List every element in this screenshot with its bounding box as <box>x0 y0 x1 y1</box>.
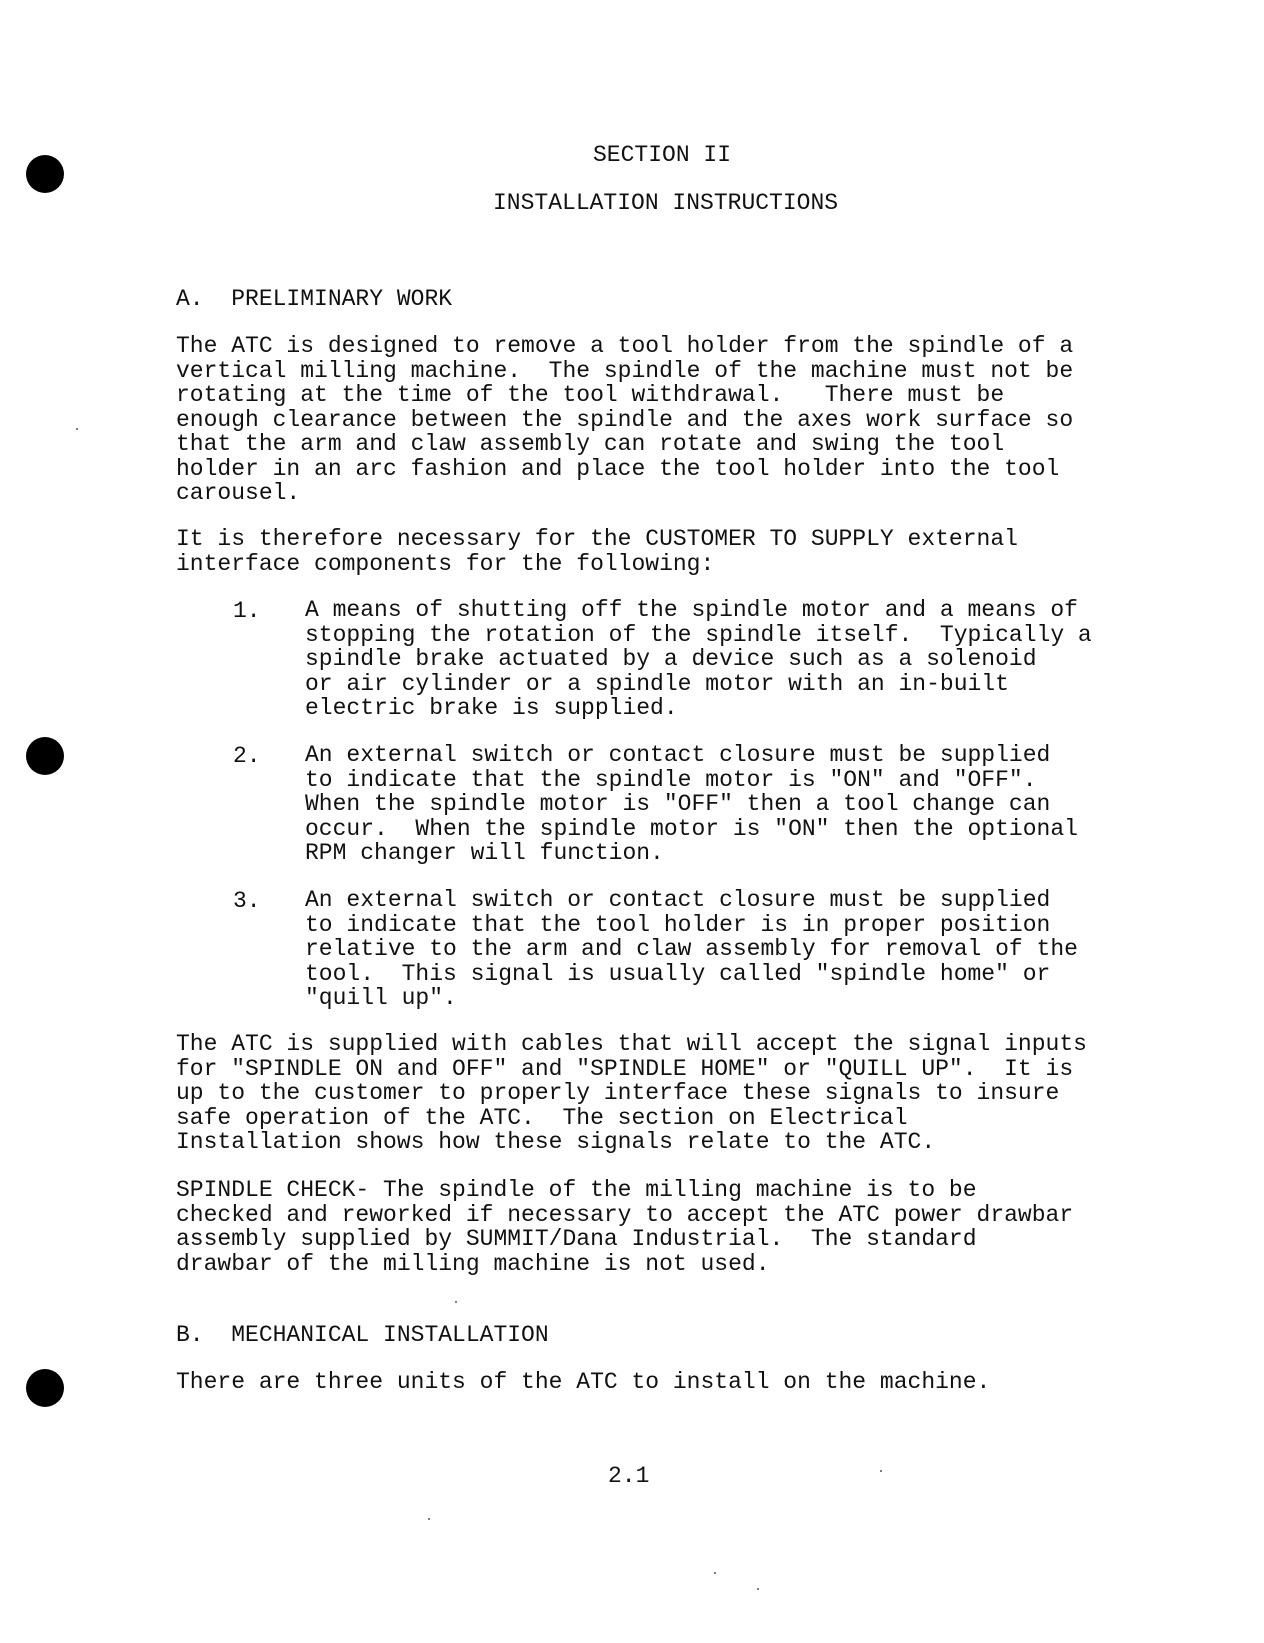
part-b-paragraph-1: There are three units of the ATC to install on the machine. <box>176 1369 991 1395</box>
scan-speck <box>455 1301 457 1303</box>
section-subtitle: INSTALLATION INSTRUCTIONS <box>493 190 839 216</box>
scan-speck <box>428 1518 430 1520</box>
part-a-heading: A. PRELIMINARY WORK <box>176 286 453 312</box>
part-b-heading: B. MECHANICAL INSTALLATION <box>176 1322 549 1348</box>
list-item-text: An external switch or contact closure must be supplied to indicate that the spindle motor is "ON" and "OFF". When the spindle motor is "OFF" then a tool change can occur. When the spindle motor is "ON" then the optional RPM changer will function. <box>305 742 1078 866</box>
list-item-number: 2. <box>233 743 261 769</box>
part-a-paragraph-3: The ATC is supplied with cables that will accept the signal inputs for "SPINDLE ON and OFF" and "SPINDLE HOME" or "QUILL UP". It is up to the customer to properly interface these signals to insure safe operation of the ATC. The section on Electrical Installation shows how these signals relate to the ATC. <box>176 1031 1087 1155</box>
punch-hole-middle <box>26 737 64 775</box>
part-a-paragraph-2: It is therefore necessary for the CUSTOMER TO SUPPLY external interface components for the following: <box>176 526 1018 577</box>
punch-hole-bottom <box>26 1369 64 1407</box>
scan-speck <box>76 428 78 430</box>
scan-speck <box>757 1588 759 1590</box>
part-a-paragraph-1: The ATC is designed to remove a tool holder from the spindle of a vertical milling machine. The spindle of the machine must not be rotating at the time of the tool withdrawal. There must be enough clearance between the spindle and the axes work surface so that the arm and claw assembly can rotate and swing the tool holder in an arc fashion and place the tool holder into the tool carousel. <box>176 333 1074 506</box>
scan-speck <box>880 1470 882 1472</box>
list-item-number: 3. <box>233 888 261 914</box>
page-number: 2.1 <box>608 1463 650 1489</box>
punch-hole-top <box>26 155 64 193</box>
list-item-text: A means of shutting off the spindle motor and a means of stopping the rotation of the spindle itself. Typically a spindle brake actuated by a device such as a solenoid or air cylinder or a spindle motor with an in-built electric brake is supplied. <box>305 597 1092 721</box>
list-item-number: 1. <box>233 598 261 624</box>
list-item-text: An external switch or contact closure must be supplied to indicate that the tool holder is in proper position relative to the arm and claw assembly for removal of the tool. This signal is usually called "spindle home" or "quill up". <box>305 887 1078 1011</box>
part-a-paragraph-4: SPINDLE CHECK- The spindle of the milling machine is to be checked and reworked if necessary to accept the ATC power drawbar assembly supplied by SUMMIT/Dana Industrial. The standard drawbar of the milling machine is not used. <box>176 1177 1074 1277</box>
scan-speck <box>714 1572 716 1574</box>
section-title: SECTION II <box>593 142 732 168</box>
